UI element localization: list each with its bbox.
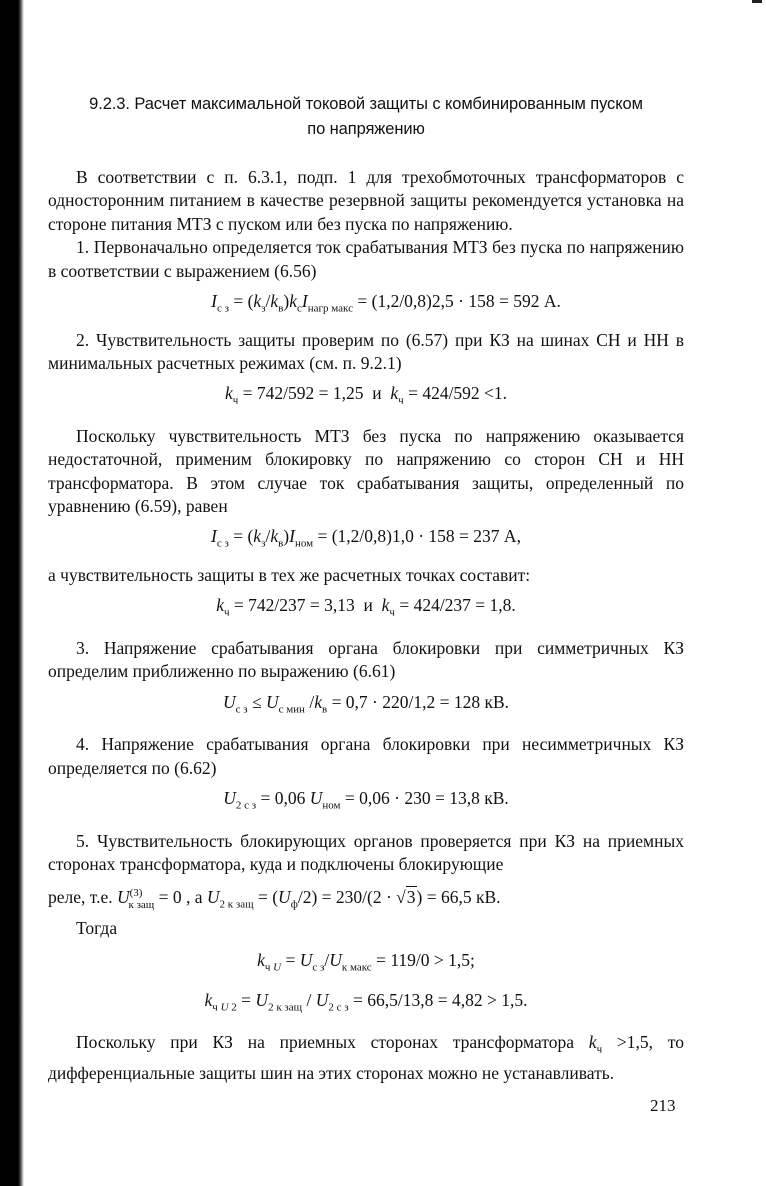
formula-sensitivity-1-a: = 742/592 = 1,25 bbox=[242, 383, 364, 404]
formula-voltage-symmetric: $U_{с з} \le U_{с мин}$ $/k_в = 0,7 \cdot 220/1,2 = 128$ кВ. bbox=[222, 691, 510, 716]
paragraph-step4: 4. Напряжение срабатывания органа блокировки при несимметричных КЗ определяется по (6.62) bbox=[48, 734, 684, 778]
page-content bbox=[48, 92, 684, 1086]
paragraph-sensitivity-intro: а чувствительность защиты в тех же расчетных точках составит: bbox=[48, 564, 531, 585]
formula-current-no-start: $I_{с з} = (k_з/k_в)k_сI_{нагр макс} = (1,2/0,8)2,5 \cdot 158 = 592$ А. bbox=[211, 291, 561, 315]
section-title bbox=[48, 92, 684, 142]
paragraph-relay: реле, т.е. $U^{(3)}_{к защ} = 0$ , а $U_{2 к защ} = (U_ф/2) = 230/(2 \cdot √3) = 66,5$ кВ. bbox=[48, 887, 501, 911]
formula-relay-sqrt: 3 bbox=[406, 887, 416, 908]
formula-relay-eq1: = 0 , а bbox=[158, 887, 203, 908]
formula-sensitivity-u2-value: = 66,5/13,8 = 4,82 > 1,5. bbox=[352, 989, 528, 1010]
formula-voltage-asymmetric: $U_{2 с з} = 0,06$ $U_{ном} = 0,06 \cdot 230 = 13,8$ кВ. bbox=[223, 788, 509, 812]
formula-voltage-asymmetric-coef: = 0,06 bbox=[260, 788, 306, 808]
paragraph-step3: 3. Напряжение срабатывания органа блокировки при симметричных КЗ определим приближенно по выражению (6.61) bbox=[48, 637, 684, 682]
formula-sensitivity-2-and: и bbox=[363, 595, 373, 616]
formula-relay-result: ) = 66,5 кВ. bbox=[416, 887, 501, 908]
formula-sensitivity-u-value: = 119/0 > 1,5; bbox=[376, 950, 475, 971]
section-title-line1: 9.2.3. Расчет максимальной токовой защиты с комбинированным пуском bbox=[89, 95, 643, 113]
formula-sensitivity-2-b: = 424/237 = 1,8. bbox=[399, 595, 516, 616]
paragraph-step1: 1. Первоначально определяется ток срабатывания МТЗ без пуска по напряжению в соответствии с выражением (6.56) bbox=[48, 237, 684, 281]
corner-mark bbox=[752, 0, 762, 3]
formula-sensitivity-u: $k_{ч U} = U_{с з}/U_{к макс} = 119/0 > 1,5$; bbox=[257, 950, 475, 974]
formula-relay-eq2: = 230/(2 · bbox=[321, 887, 392, 908]
formula-sensitivity-2-a: = 742/237 = 3,13 bbox=[233, 595, 355, 616]
paragraph-conclusion-start: Поскольку при КЗ на приемных сторонах трансформатора bbox=[76, 1032, 574, 1053]
formula-voltage-asymmetric-value: = 0,06 · 230 = 13,8 кВ. bbox=[344, 788, 509, 808]
formula-current-with-start: $I_{с з} = (k_з/k_в)I_{ном} = (1,2/0,8)1,0 \cdot 158 = 237$ А, bbox=[211, 526, 521, 550]
paragraph-conclusion-end: то дифференциальные защиты шин на этих сторонах можно не устанавливать. bbox=[48, 1032, 685, 1084]
formula-sensitivity-2: $k_ч = 742/237 = 3,13$ и $k_ч = 424/237 = 1,8$. bbox=[216, 595, 516, 619]
formula-voltage-symmetric-value: = 0,7 · 220/1,2 = 128 кВ. bbox=[331, 691, 510, 712]
formula-sensitivity-u2: $k_{ч U 2} = U_{2 к защ} / U_{2 с з} = 66,5/13,8 = 4,82 > 1,5$. bbox=[204, 989, 528, 1014]
paragraph-step5: 5. Чувствительность блокирующих органов проверяется при КЗ на приемных сторонах трансформатора, куда и подключены блокирующие bbox=[48, 830, 684, 874]
formula-sensitivity-1-b: = 424/592 <1. bbox=[408, 383, 508, 404]
paragraph-step2: 2. Чувствительность защиты проверим по (6.57) при КЗ на шинах СН и НН в минимальных расчетных режимах (см. п. 9.2.1) bbox=[48, 329, 684, 373]
paragraph-then: Тогда bbox=[76, 918, 118, 939]
paragraph-conclusion-cond: >1,5, bbox=[616, 1032, 654, 1053]
formula-current-no-start-value: = (1,2/0,8)2,5 · 158 = 592 А. bbox=[357, 291, 561, 312]
paragraph-blocking: Поскольку чувствительность МТЗ без пуска по напряжению оказывается недостаточной, применим блокировку по напряжению со сторон СН и НН трансформатора. В этом случае ток срабатывания защиты, определенный по уравнению (6.59), равен bbox=[48, 425, 684, 517]
paragraph-relay-start: реле, т.е. bbox=[48, 887, 113, 908]
page-number: 213 bbox=[650, 1096, 676, 1115]
paragraph-conclusion: Поскольку при КЗ на приемных сторонах трансформатора $k_ч >1,5$, то дифференциальные защиты шин на этих сторонах можно не устанавливать. bbox=[48, 1032, 685, 1084]
formula-sensitivity-1-and: и bbox=[372, 383, 382, 404]
binding-edge bbox=[0, 0, 24, 1186]
formula-sensitivity-1: $k_ч = 742/592 = 1,25$ и $k_ч = 424/592 <1$. bbox=[224, 383, 508, 407]
section-title-line2: по напряжению bbox=[307, 120, 425, 138]
formula-current-with-start-value: = (1,2/0,8)1,0 · 158 = 237 А, bbox=[317, 526, 521, 547]
paragraph-intro: В соответствии с п. 6.3.1, подп. 1 для трехобмоточных трансформаторов с односторонним питанием в качестве резервной защиты рекомендуется установка на стороне питания МТЗ с пуском или без пуска по напряжению. bbox=[48, 167, 684, 234]
